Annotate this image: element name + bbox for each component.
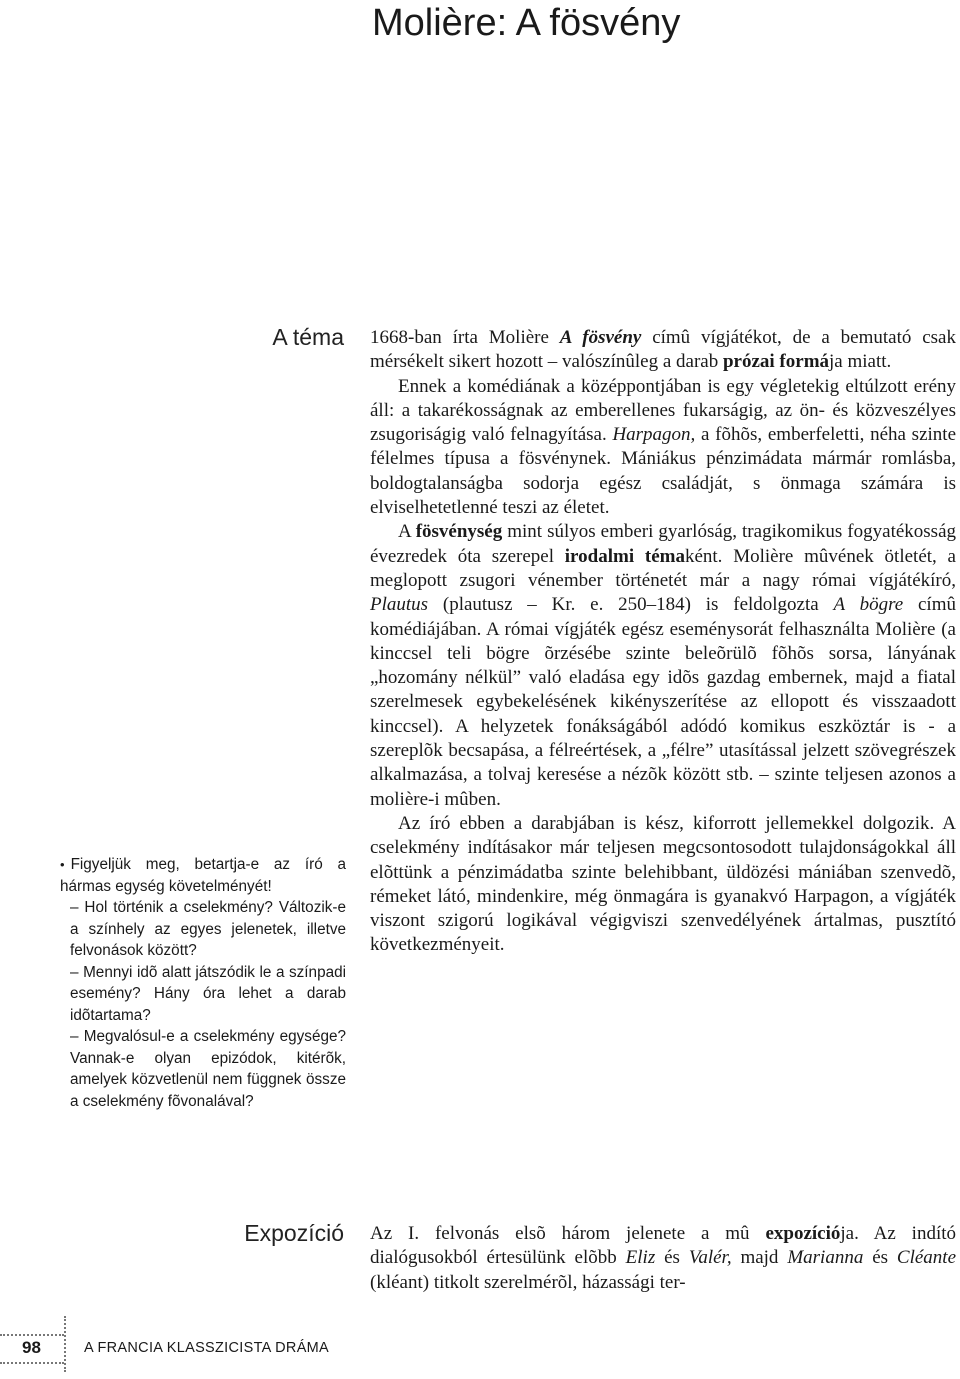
bullet-icon: •	[60, 857, 65, 872]
page-title: Molière: A fösvény	[372, 2, 681, 44]
paragraph-5: Az I. felvonás elsõ három jelenete a mû expozíciója. Az indító dialógusokból értesülünk elõbb Eliz és Valér, majd Marianna és Cléante (kléant) titkolt szerelmérõl, házassági ter-	[370, 1223, 957, 1293]
section-heading-expozicio: Expozíció	[244, 1220, 344, 1246]
sidebar-question-1: – Hol történik a cselekmény? Változik-e a színhely az egyes jelenetek, illetve felvonások között?	[70, 899, 346, 959]
sidebar-question-2: – Mennyi idõ alatt játszódik le a színpadi esemény? Hány óra lehet a darab idõtartama?	[70, 963, 346, 1024]
paragraph-3: A fösvénység mint súlyos emberi gyarlóság, tragikomikus fogyatékosság évezredek óta szerepel irodalmi témaként. Molière mûvének ötletét, a meglopott zsugori vénember történetét már a nagy római vígjátékíró, Plautus (plautusz – Kr. e. 250–184) is feldolgozta A bögre címû komédiájában. A római vígjáték egész eseménysorát felhasználta Molière (a kinccsel teli bögre õrzésébe szinte beleõrülõ fõhõs sorsa, lányának „hozomány nélkül” való eladása egy idõs gazdag embernek, majd a fiatal szerelmesek egybekelésének kikényszerítése az ellopott és visszaadott kinccsel). A helyzetek fonákságából adódó komikus eszköztár is - a szereplõk becsapása, a félreértések, a „félre” utasítással jelzett szövegrészek alkalmazása, a tolvaj keresése a nézõk között stb. – szinte teljesen azonos a molière-i mûben.	[370, 521, 956, 810]
sidebar-intro: • Figyeljük meg, betartja-e az író a hármas egység követelményét!	[60, 856, 346, 895]
sidebar-questions	[60, 854, 346, 1112]
main-text-expozicio	[370, 1222, 956, 1295]
running-head: A FRANCIA KLASSZICISTA DRÁMA	[84, 1340, 330, 1356]
paragraph-1: 1668-ban írta Molière A fösvény címû vígjátékot, de a bemutató csak mérsékelt sikert hozott – valószínûleg a darab prózai formája miatt.	[370, 327, 956, 373]
footer-divider-vertical	[64, 1316, 66, 1372]
footer-divider-bottom	[0, 1362, 64, 1364]
paragraph-4: Az író ebben a darabjában is kész, kiforrott jellemekkel dolgozik. A cselekmény indításakor már teljesen megcsontosodott tulajdonságokkal áll elõttünk a pénzimádatba szinte belehibbant, üldözési mániában szenvedõ, rémeket látó, mindenkire, még önmagára is gyanakvó Harpagon, a vígjáték viszont szigorú logikával végigviszi szenvedélyének ártalmas, pusztító következményeit.	[370, 812, 956, 956]
sidebar-question-3: – Megvalósul-e a cselekmény egysége? Vannak-e olyan epizódok, kitérõk, amelyek közvetlenül nem függnek össze a cselekmény fõvonalával?	[70, 1028, 346, 1110]
section-heading-tema: A téma	[272, 324, 344, 350]
paragraph-2: Ennek a komédiának a középpontjában is egy végletekig eltúlzott erény áll: a takarékosságnak az emberellenes fukarságig, az ön- és közveszélyes zsugoriságig való felnagyítása. Harpagon, a fõhõs, emberfeletti, néha szinte félelmes típusa a fösvénynek. Mániákus pénzimádata mármár romlásba, boldogtalanságba sodorja egész családját, s önmaga számára is elviselhetetlenné teszi az életet.	[370, 375, 956, 519]
page-number: 98	[22, 1338, 41, 1357]
main-text-tema	[370, 326, 956, 958]
